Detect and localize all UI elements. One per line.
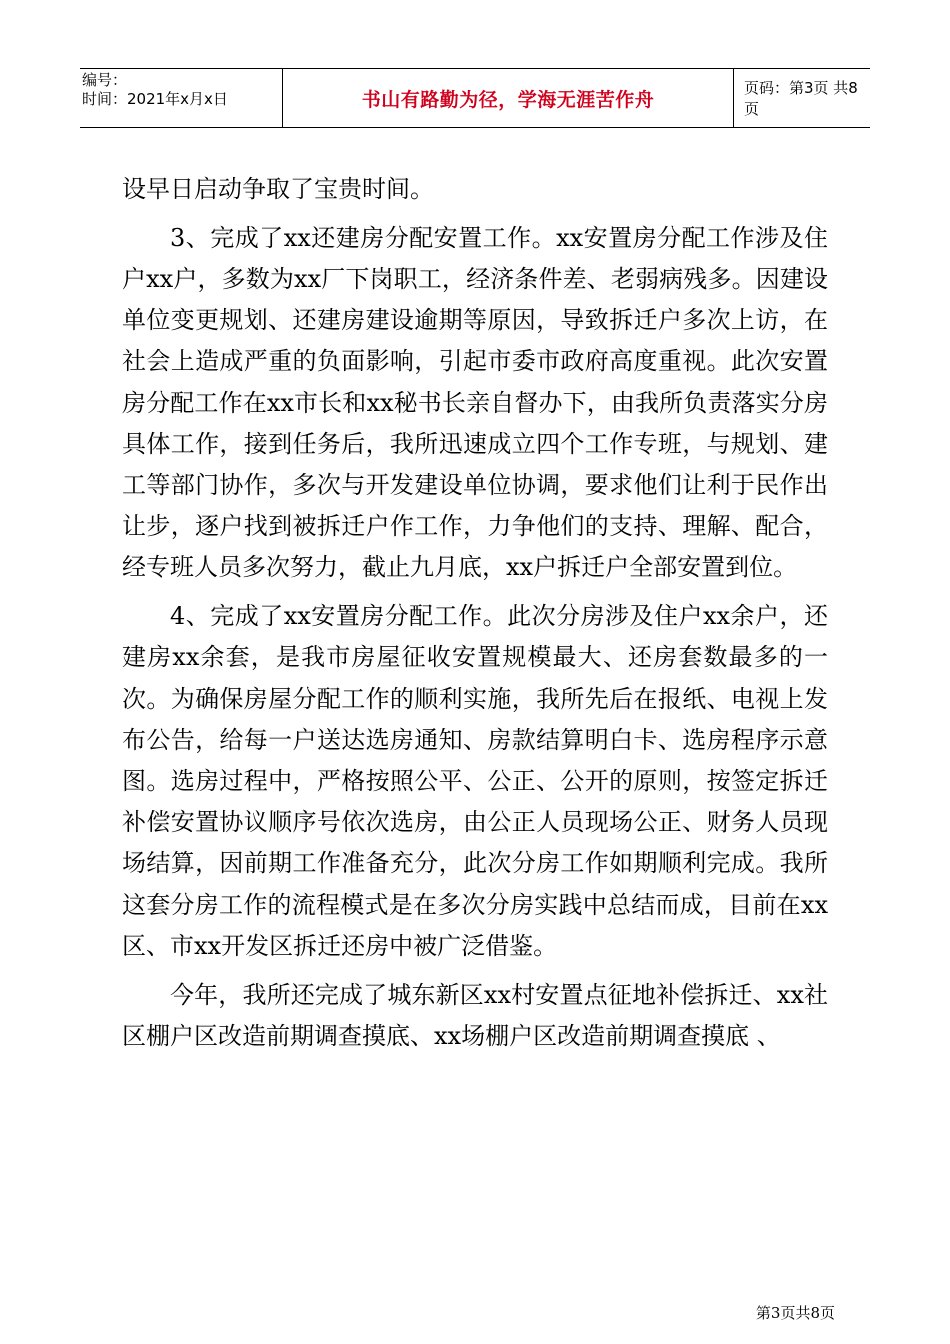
header-motto-cell bbox=[282, 69, 734, 127]
header-page-label: 页码：第3页 共8页 bbox=[744, 79, 858, 118]
paragraph-item-4: 4、完成了xx安置房分配工作。此次分房涉及住户xx余户，还建房xx余套，是我市房屋征收安置规模最大、还房套数最多的一次。为确保房屋分配工作的顺利实施，我所先后在报纸、电视上发布公告，给每一户送达选房通知、房款结算明白卡、选房程序示意图。选房过程中，严格按照公平、公正、公开的原则，按签定拆迁补偿安置协议顺序号依次选房，由公正人员现场公正、财务人员现场结算，因前期工作准备充分，此次分房工作如期顺利完成。我所这套分房工作的流程模式是在多次分房实践中总结而成，目前在xx区、市xx开发区拆迁还房中被广泛借鉴。 bbox=[122, 602, 828, 960]
header-right-cell bbox=[734, 69, 870, 127]
header-left-cell bbox=[80, 69, 282, 127]
page-header bbox=[80, 68, 870, 128]
document-time-label: 时间：2021年x月x日 bbox=[82, 90, 228, 108]
page-footer-number: 第3页共8页 bbox=[755, 1304, 835, 1322]
paragraph-this-year: 今年，我所还完成了城东新区xx村安置点征地补偿拆迁、xx社区棚户区改造前期调查摸底、xx场棚户区改造前期调查摸底 、 bbox=[122, 980, 828, 1050]
paragraph-item-3: 3、完成了xx还建房分配安置工作。xx安置房分配工作涉及住户xx户，多数为xx厂下岗职工，经济条件差、老弱病残多。因建设单位变更规划、还建房建设逾期等原因，导致拆迁户多次上访，在社会上造成严重的负面影响，引起市委市政府高度重视。此次安置房分配工作在xx市长和xx秘书长亲自督办下，由我所负责落实分房具体工作，接到任务后，我所迅速成立四个工作专班，与规划、建工等部门协作，多次与开发建设单位协调，要求他们让利于民作出让步，逐户找到被拆迁户作工作，力争他们的支持、理解、配合，经专班人员多次努力，截止九月底，xx户拆迁户全部安置到位。 bbox=[122, 223, 828, 582]
paragraph-continuation: 设早日启动争取了宝贵时间。 bbox=[122, 175, 434, 203]
document-body bbox=[122, 169, 828, 1065]
document-number-label: 编号： bbox=[82, 71, 128, 89]
header-motto: 书山有路勤为径，学海无涯苦作舟 bbox=[361, 89, 655, 111]
